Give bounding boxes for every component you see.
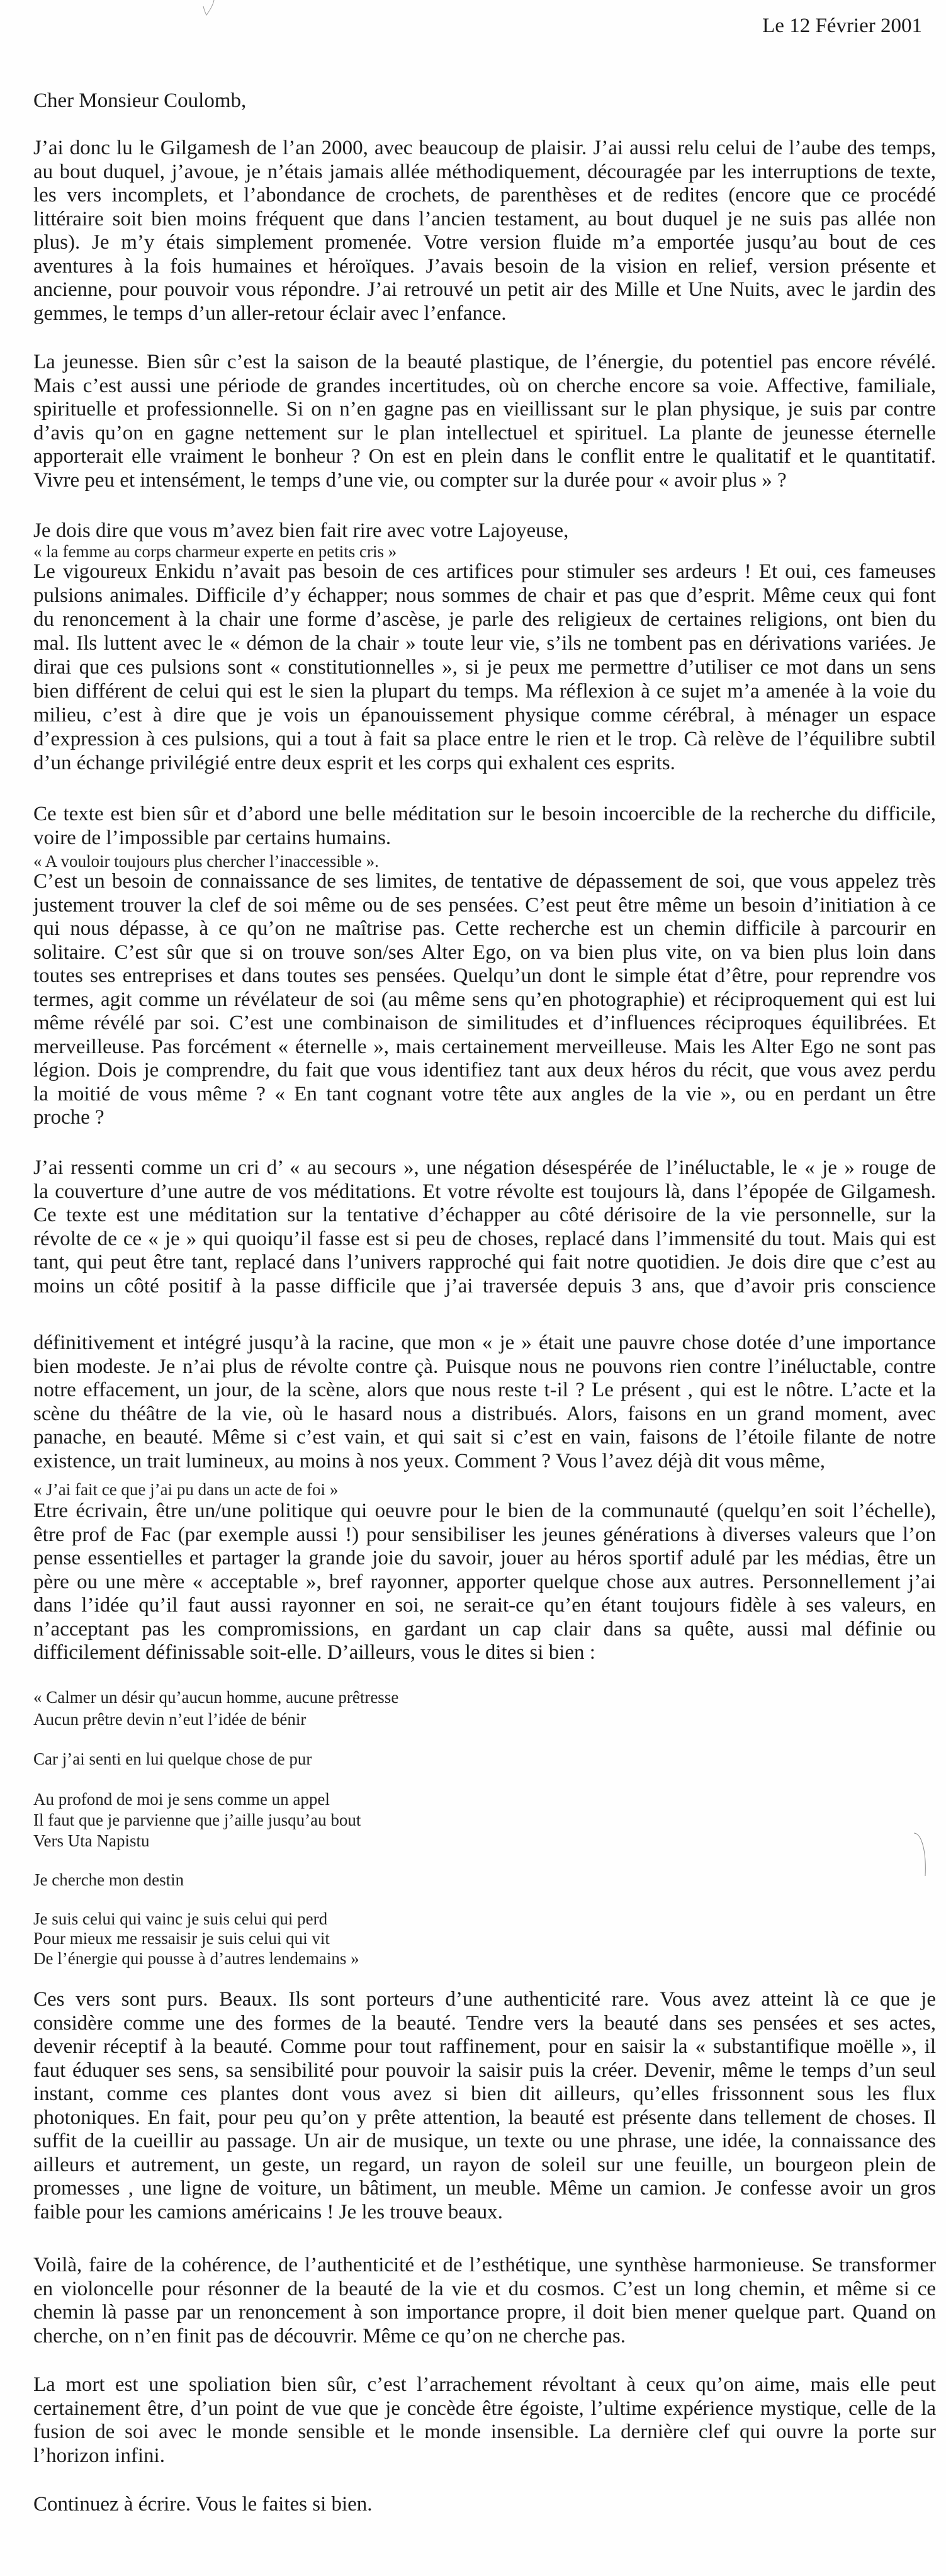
text-line: panache, en beauté. Même si c’est vain, et qui sait si c’est en vain, faisons de l’étoile filante de notre	[33, 1426, 936, 1449]
poem-line: Vers Uta Napistu	[33, 1831, 150, 1850]
text-line: la couverture d’une autre de vos méditations. Et votre révolte est toujours là, dans l’épopée de Gilgamesh.	[33, 1180, 936, 1203]
letter-date: Le 12 Février 2001	[762, 14, 922, 37]
poem-line: Au profond de moi je sens comme un appel	[33, 1790, 330, 1809]
text-line: scène du théâtre de la vie, où le hasard nous a distribués. Alors, faisons en un grand moment, avec	[33, 1402, 936, 1425]
text-line: justement trouver la clef de soi même ou de ses pensées. C’est peut être même un besoin d’initiation à ce	[33, 893, 936, 917]
text-line: gemmes, le temps d’un aller-retour éclair avec l’enfance.	[33, 302, 507, 325]
text-line: faible pour les camions américains ! Je les trouve beaux.	[33, 2200, 503, 2223]
text-line: Ce texte est bien sûr et d’abord une belle méditation sur le besoin incoercible de la recherche du difficile,	[33, 803, 936, 825]
text-line: toutes ses entreprises et dans toutes ses pensées. Quelqu’un dont le simple état d’être, pour reprendre vos	[33, 964, 936, 987]
text-line: la moitié de vous même ? « En tant cognant votre tête aux angles de la vie », ou en perdant un être	[33, 1082, 936, 1105]
text-line: suffit de la cueillir au passage. Un air de musique, un texte ou une phrase, une idée, la connaissance des	[33, 2130, 936, 2152]
text-line: milieu, c’est à dire que je vois un épanouissement physique comme cérébral, à ménager un espace	[33, 704, 936, 726]
text-line: ailleurs et autrement, un geste, un regard, un rayon de soleil sur une feuille, un bourgeon plein de	[33, 2153, 936, 2176]
text-line: solitaire. C’est sûr que si on trouve son/ses Alter Ego, on va bien plus vite, on va bien plus loin dans	[33, 941, 936, 964]
poem-line: De l’énergie qui pousse à d’autres lendemains »	[33, 1949, 359, 1968]
text-line: difficilement définissable soit-elle. D’ailleurs, vous le dites si bien :	[33, 1641, 595, 1664]
text-line: en violoncelle pour résonner de la beauté de la vie et du cosmos. C’est un long chemin, et même si ce	[33, 2277, 936, 2300]
text-line: les vers incomplets, et l’abondance de crochets, de parenthèses et de redites (encore que ce procédé	[33, 184, 936, 206]
text-line: pense essentielles et partager la grande joie du savoir, jouer au héros sportif adulé par les médias, être un	[33, 1547, 936, 1569]
text-line: qui nous dépasse, à ce qu’on ne maîtrise pas. Cette recherche est un chemin difficile à parcourir en	[33, 917, 936, 940]
text-line: même révélé par soi. C’est une combinaison de similitudes et d’influences réciproques équilibrées. Et	[33, 1012, 936, 1034]
salutation: Cher Monsieur Coulomb,	[33, 89, 247, 112]
text-line: Vivre peu et intensément, le temps d’une vie, ou compter sur la durée pour « avoir plus » ?	[33, 468, 787, 492]
text-line: légion. Dois je comprendre, du fait que vous identifiez tant aux deux héros du récit, que vous avez perdu	[33, 1059, 936, 1082]
text-line: merveilleuse. Pas forcément « éternelle », mais certainement merveilleuse. Mais les Alter Ego ne sont pas	[33, 1035, 936, 1058]
text-line: d’un échange privilégié entre deux esprit et les corps qui exhalent ces esprits.	[33, 752, 675, 774]
text-line: aventures à la fois humaines et héroïques. J’avais besoin de la vision en relief, version présente et	[33, 254, 936, 278]
text-line: La mort est une spoliation bien sûr, c’est l’arrachement révoltant à ceux qu’on aime, mais elle peut	[33, 2373, 936, 2396]
text-line: La jeunesse. Bien sûr c’est la saison de la beauté plastique, de l’énergie, du potentiel pas encore révélé.	[33, 351, 936, 373]
text-line: d’avis qu’on en gagne nettement sur le plan intellectuel et spirituel. La plante de jeunesse éternelle	[33, 421, 936, 444]
text-line: littéraire soit bien moins fréquent que dans l’ancien testament, au bout duquel je ne suis pas allée non	[33, 207, 936, 230]
text-line: l’horizon infini.	[33, 2444, 165, 2467]
text-line: Ce texte est une méditation sur la tentative d’échapper au côté dérisoire de la vie personnelle, sur la	[33, 1204, 936, 1226]
poem-line: Il faut que je parvienne que j’aille jusqu’au bout	[33, 1811, 361, 1829]
text-line: devenir réceptif à la beauté. Comme pour tout raffinement, pour en saisir la « substantifique moëlle », il	[33, 2035, 936, 2058]
text-line: dans l’idée qu’il faut aussi rayonner en soi, ne serait-ce qu’en étant toujours fidèle à ses valeurs, en	[33, 1594, 936, 1617]
text-line: considère comme une des formes de la beauté. Tendre vers la beauté dans ses pensées et ses actes,	[33, 2011, 936, 2035]
text-line: père ou une mère « acceptable », bref rayonner, apporter quelque chose aux autres. Personnellement j’ai	[33, 1570, 936, 1593]
text-line: proche ?	[33, 1106, 104, 1129]
text-line: être prof de Fac (par exemple aussi !) pour sensibiliser les jeunes générations à diverses valeurs que l’on	[33, 1523, 936, 1546]
text-line: Voilà, faire de la cohérence, de l’authenticité et de l’esthétique, une synthèse harmonieuse. Se transformer	[33, 2254, 936, 2276]
text-line: cherche, on n’en finit pas de découvrir. Même ce qu’on ne cherche pas.	[33, 2324, 626, 2347]
text-line: notre effacement, un jour, de la scène, alors que nous reste t-il ? Le présent , qui est le nôtre. L’acte et la	[33, 1379, 936, 1401]
text-line: instant, comme ces plantes dont vous avez si bien dit ailleurs, qu’elles frissonnent sous les flux	[33, 2082, 936, 2105]
text-line: ancienne, pour pouvoir vous répondre. J’ai retrouvé un petit air des Mille et Une Nuits, avec le jardin des	[33, 278, 936, 301]
poem-line: Car j’ai senti en lui quelque chose de pur	[33, 1749, 312, 1768]
text-line: Etre écrivain, être un/une politique qui oeuvre pour le bien de la communauté (quelqu’en soit l’échelle),	[33, 1500, 936, 1522]
inline-quote: « J’ai fait ce que j’ai pu dans un acte de foi »	[33, 1480, 339, 1499]
closing-line: Continuez à écrire. Vous le faites si bien.	[33, 2493, 373, 2516]
text-line: Je dois dire que vous m’avez bien fait rire avec votre Lajoyeuse,	[33, 519, 569, 542]
text-line: fusion de soi avec le monde sensible et le monde insensible. La dernière clef qui ouvre la porte sur	[33, 2421, 936, 2443]
text-line: plus). Je m’y étais simplement promenée. Votre version fluide m’a emportée jusqu’au bout de ces	[33, 231, 936, 254]
text-line: C’est un besoin de connaissance de ses limites, de tentative de dépassement de soi, que vous appelez très	[33, 870, 936, 893]
inline-quote: « A vouloir toujours plus chercher l’inaccessible ».	[33, 852, 379, 871]
text-line: spirituelle et professionnelle. Si on n’en gagne pas en vieillissant sur le plan physique, je suis par contre	[33, 398, 936, 421]
text-line: d’expression à ces pulsions, qui a tout à fait sa place entre le rien et le trop. Cà relève de l’équilibre subtil	[33, 728, 936, 750]
text-line: existence, un trait lumineux, au moins à nos yeux. Comment ? Vous l’avez déjà dit vous même,	[33, 1449, 826, 1472]
scan-mark-top	[200, 0, 219, 18]
text-line: tant, qui peut être tant, replacé dans l’univers rapproché qui fait notre quotidien. Je dois dire que c’est au	[33, 1251, 936, 1274]
text-line: pulsions animales. Difficile d’y échapper; nous sommes de chair et pas que d’esprit. Même ceux qui font	[33, 584, 936, 607]
text-line: révolte de ce « je » qui quoiqu’il fasse est si peu de choses, replacé dans l’immensité du tout. Mais qui est	[33, 1227, 936, 1250]
poem-line: « Calmer un désir qu’aucun homme, aucune prêtresse	[33, 1688, 399, 1707]
text-line: Ces vers sont purs. Beaux. Ils sont porteurs d’une authenticité rare. Vous avez atteint là ce que je	[33, 1988, 936, 2011]
text-line: voire de l’impossible par certains humains.	[33, 827, 391, 849]
text-line: apporterait elle vraiment le bonheur ? On est en plein dans le conflit entre le qualitatif et le quantitatif.	[33, 445, 936, 468]
text-line: chemin là passe par un renoncement à son importance propre, il doit bien mener quelque part. Quand on	[33, 2301, 936, 2324]
text-line: J’ai ressenti comme un cri d’ « au secours », une négation désespérée de l’inéluctable, le « je » rouge de	[33, 1156, 936, 1179]
text-line: définitivement et intégré jusqu’à la racine, que mon « je » était une pauvre chose dotée d’une importance	[33, 1331, 936, 1354]
text-line: photoniques. En fait, pour peu qu’on y prête attention, la beauté est présente dans tellement de choses. Il	[33, 2106, 936, 2129]
text-line: certainement être, d’un point de vue que je concède être égoiste, l’ultime expérience mystique, celle de la	[33, 2397, 936, 2420]
text-line: J’ai donc lu le Gilgamesh de l’an 2000, avec beaucoup de plaisir. J’ai aussi relu celui de l’aube des temps,	[33, 137, 936, 159]
text-line: n’acceptant pas les compromissions, en gardant un cap clair dans sa quête, aussi mal définie ou	[33, 1617, 936, 1641]
text-line: termes, agit comme un révélateur de soi (au même sens qu’en photographie) et réciproquement qui est lui	[33, 988, 936, 1011]
text-line: promesses , une ligne de voiture, un bâtiment, un meuble. Même un camion. Je confesse avoir un gros	[33, 2177, 936, 2200]
poem-line: Je suis celui qui vainc je suis celui qui perd	[33, 1909, 328, 1928]
inline-quote: « la femme au corps charmeur experte en petits cris »	[33, 542, 397, 561]
text-line: bien différent de celui qui est le sien la plupart du temps. Ma réflexion à ce sujet m’a amenée à la voie du	[33, 680, 936, 703]
text-line: mal. Ils luttent avec le « démon de la chair » toute leur vie, s’ils ne tombent pas en dérivations variées. Je	[33, 632, 936, 655]
poem-line: Je cherche mon destin	[33, 1870, 184, 1889]
text-line: dirai que ces pulsions sont « constitutionnelles », si je peux me permettre d’utiliser ce mot dans un sens	[33, 656, 936, 679]
poem-line: Pour mieux me ressaisir je suis celui qui vit	[33, 1929, 330, 1948]
text-line: bien modeste. Je n’ai plus de révolte contre çà. Puisque nous ne pouvons rien contre l’inéluctable, contre	[33, 1355, 936, 1378]
text-line: moins un côté positif à la passe difficile que j’ai traversée depuis 3 ans, que d’avoir pris conscience	[33, 1274, 936, 1297]
text-line: Le vigoureux Enkidu n’avait pas besoin de ces artifices pour stimuler ses ardeurs ! Et oui, ces fameuses	[33, 560, 936, 583]
text-line: Mais c’est aussi une période de grandes incertitudes, où on cherche encore sa voie. Affective, familiale,	[33, 374, 936, 397]
text-line: faut éduquer ses sens, sa sensibilité pour pouvoir la saisir puis la créer. Devenir, même le temps d’un seul	[33, 2059, 936, 2082]
text-line: au bout duquel, j’avoue, je n’étais jamais allée méthodiquement, découragée par les interruptions de texte,	[33, 160, 936, 183]
poem-line: Aucun prêtre devin n’eut l’idée de bénir	[33, 1710, 307, 1729]
text-line: du renoncement à la chair une forme d’ascèse, je parle des religieux de certaines religions, ont bien du	[33, 608, 936, 631]
